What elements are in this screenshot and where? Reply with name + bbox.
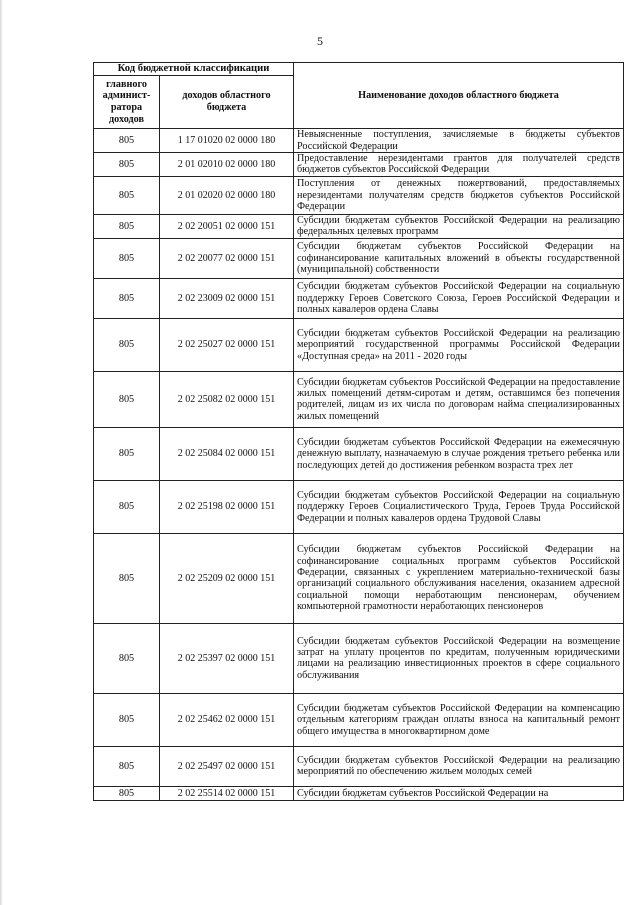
revenue-code-cell: 2 02 23009 02 0000 151 xyxy=(160,278,294,318)
revenue-code-cell: 2 02 25198 02 0000 151 xyxy=(160,480,294,533)
revenue-name-cell: Поступления от денежных пожертвований, предоставляемых нерезидентами получателям средств бюджетов субъектов Российской Федерации xyxy=(294,176,624,214)
revenue-code-cell: 2 02 25462 02 0000 151 xyxy=(160,693,294,746)
table-row xyxy=(94,238,624,278)
table-row xyxy=(94,746,624,786)
revenue-name-cell: Субсидии бюджетам субъектов Российской Федерации на социальную поддержку Героев Советского Союза, Героев Российской Федерации и полных кавалеров ордена Славы xyxy=(294,278,624,318)
admin-code-cell: 805 xyxy=(94,153,160,177)
table-row xyxy=(94,153,624,177)
revenue-name-cell: Предоставление нерезидентами грантов для получателей средств бюджетов субъектов Российской Федерации xyxy=(294,153,624,177)
scan-edge xyxy=(0,0,3,905)
revenue-name-cell: Субсидии бюджетам субъектов Российской Федерации на возмещение затрат на уплату процентов по кредитам, полученным юридическими лицами на реализацию инвестиционных проектов в сфере социального обслуживания xyxy=(294,623,624,693)
admin-code-cell: 805 xyxy=(94,480,160,533)
admin-code-cell: 805 xyxy=(94,278,160,318)
admin-code-cell: 805 xyxy=(94,318,160,371)
revenue-name-cell: Субсидии бюджетам субъектов Российской Федерации на предоставление жилых помещений детям-сиротам и детям, оставшимся без попечения родителей, лицам из их числа по договорам найма специализированных жилых помещений xyxy=(294,371,624,427)
revenue-code-cell: 2 02 25209 02 0000 151 xyxy=(160,533,294,623)
revenue-code-cell: 2 02 20077 02 0000 151 xyxy=(160,238,294,278)
admin-code-cell: 805 xyxy=(94,693,160,746)
revenue-name-cell: Субсидии бюджетам субъектов Российской Федерации на реализацию мероприятий по обеспечению жильем молодых семей xyxy=(294,746,624,786)
revenue-code-cell: 2 01 02020 02 0000 180 xyxy=(160,176,294,214)
table-row xyxy=(94,371,624,427)
page-number: 5 xyxy=(317,34,323,48)
revenue-code-cell: 2 02 25397 02 0000 151 xyxy=(160,623,294,693)
table-row xyxy=(94,129,624,153)
header-revenue-code: доходов областного бюджета xyxy=(160,76,294,129)
table-row xyxy=(94,214,624,238)
table-row xyxy=(94,533,624,623)
admin-code-cell: 805 xyxy=(94,786,160,800)
revenue-name-cell: Субсидии бюджетам субъектов Российской Федерации на реализацию федеральных целевых программ xyxy=(294,214,624,238)
header-admin: главного админист-ратора доходов xyxy=(94,76,160,129)
admin-code-cell: 805 xyxy=(94,533,160,623)
revenue-code-cell: 2 01 02010 02 0000 180 xyxy=(160,153,294,177)
revenue-code-cell: 1 17 01020 02 0000 180 xyxy=(160,129,294,153)
revenue-code-cell: 2 02 25514 02 0000 151 xyxy=(160,786,294,800)
admin-code-cell: 805 xyxy=(94,746,160,786)
table-row xyxy=(94,786,624,800)
revenue-code-cell: 2 02 25497 02 0000 151 xyxy=(160,746,294,786)
revenue-name-cell: Субсидии бюджетам субъектов Российской Федерации на xyxy=(294,786,624,800)
table-row xyxy=(94,318,624,371)
header-revenue-name: Наименование доходов областного бюджета xyxy=(294,63,624,129)
table-row xyxy=(94,693,624,746)
revenue-code-cell: 2 02 25082 02 0000 151 xyxy=(160,371,294,427)
table-row xyxy=(94,278,624,318)
admin-code-cell: 805 xyxy=(94,176,160,214)
revenue-name-cell: Субсидии бюджетам субъектов Российской Федерации на компенсацию отдельным категориям граждан оплаты взноса на капитальный ремонт общего имущества в многоквартирном доме xyxy=(294,693,624,746)
revenue-name-cell: Субсидии бюджетам субъектов Российской Федерации на ежемесячную денежную выплату, назначаемую в случае рождения третьего ребенка или последующих детей до достижения ребенком возраста трех лет xyxy=(294,427,624,480)
admin-code-cell: 805 xyxy=(94,371,160,427)
budget-classification-table xyxy=(93,62,624,801)
table-body xyxy=(94,129,624,801)
admin-code-cell: 805 xyxy=(94,238,160,278)
revenue-code-cell: 2 02 25084 02 0000 151 xyxy=(160,427,294,480)
admin-code-cell: 805 xyxy=(94,427,160,480)
table-header xyxy=(94,63,624,129)
admin-code-cell: 805 xyxy=(94,129,160,153)
admin-code-cell: 805 xyxy=(94,623,160,693)
revenue-code-cell: 2 02 20051 02 0000 151 xyxy=(160,214,294,238)
table-row xyxy=(94,176,624,214)
table-row xyxy=(94,480,624,533)
table-row xyxy=(94,427,624,480)
revenue-name-cell: Субсидии бюджетам субъектов Российской Федерации на софинансирование социальных программ субъектов Российской Федерации, связанных с укреплением материально-технической базы организаций социального обслуживания населения, оказанием адресной социальной помощи неработающим пенсионерам, обучением компьютерной грамотности неработающих пенсионеров xyxy=(294,533,624,623)
header-classification-code: Код бюджетной классификации xyxy=(94,63,294,76)
table-row xyxy=(94,623,624,693)
revenue-name-cell: Субсидии бюджетам субъектов Российской Федерации на социальную поддержку Героев Социалистического Труда, Героев Труда Российской Федерации и полных кавалеров ордена Трудовой Славы xyxy=(294,480,624,533)
revenue-name-cell: Невыясненные поступления, зачисляемые в бюджеты субъектов Российской Федерации xyxy=(294,129,624,153)
admin-code-cell: 805 xyxy=(94,214,160,238)
revenue-name-cell: Субсидии бюджетам субъектов Российской Федерации на реализацию мероприятий государственной программы Российской Федерации «Доступная среда» на 2011 - 2020 годы xyxy=(294,318,624,371)
revenue-name-cell: Субсидии бюджетам субъектов Российской Федерации на софинансирование капитальных вложений в объекты государственной (муниципальной) собственности xyxy=(294,238,624,278)
revenue-code-cell: 2 02 25027 02 0000 151 xyxy=(160,318,294,371)
